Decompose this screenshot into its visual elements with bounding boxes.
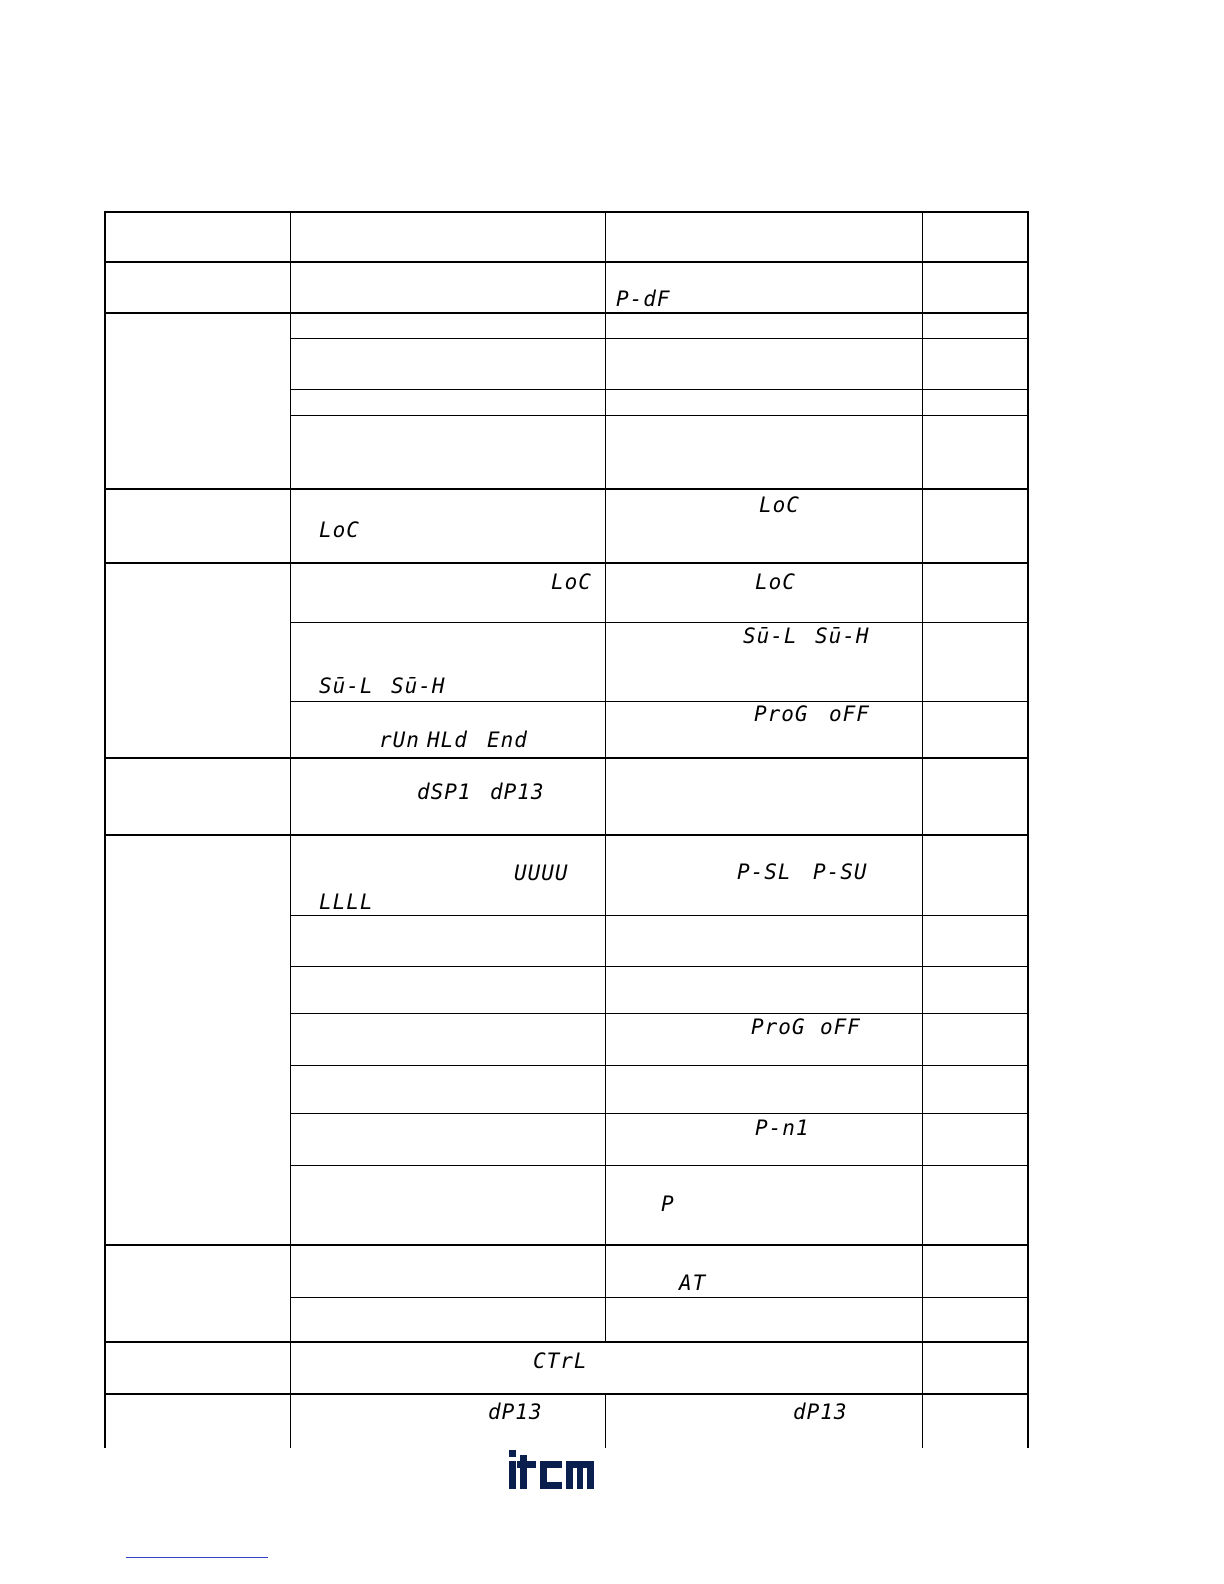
row-border <box>290 915 1029 916</box>
display-code-prog: ProG <box>751 1015 806 1039</box>
display-code-off: oFF <box>820 1015 861 1039</box>
display-code-loc: LoC <box>759 493 800 517</box>
column-border <box>1027 211 1029 1448</box>
column-border <box>605 211 606 1342</box>
display-code-llll: LLLL <box>319 890 374 914</box>
row-border <box>290 1065 1029 1066</box>
display-code-end: End <box>487 728 528 752</box>
display-code-run: rUn <box>379 728 420 752</box>
row-border <box>104 1341 1029 1343</box>
display-code-uuuu: UUUU <box>514 861 569 885</box>
row-border <box>104 834 1029 836</box>
column-border <box>104 211 106 1448</box>
row-border <box>290 622 1029 623</box>
display-code-at: AT <box>679 1271 707 1295</box>
row-border <box>290 1165 1029 1166</box>
itm-logo <box>506 1448 598 1492</box>
row-border <box>104 757 1029 759</box>
row-border <box>290 701 1029 702</box>
display-code-dp13: dP13 <box>488 1400 543 1424</box>
row-border <box>290 1013 1029 1014</box>
footer-link-underline[interactable] <box>126 1557 268 1558</box>
display-code-loc: LoC <box>755 570 796 594</box>
row-border <box>290 966 1029 967</box>
display-code-dp13: dP13 <box>490 780 545 804</box>
display-code-p: P <box>661 1192 675 1216</box>
display-code-loc: LoC <box>319 518 360 542</box>
row-border <box>290 389 1029 390</box>
display-code-sv-high: Sū-H <box>391 674 446 698</box>
display-code-dp13: dP13 <box>793 1400 848 1424</box>
display-code-hold: HLd <box>427 728 468 752</box>
display-code-sv-low: Sū-L <box>319 674 374 698</box>
row-border <box>104 1393 1029 1395</box>
display-code-prog: ProG <box>754 702 809 726</box>
column-border <box>922 211 923 1448</box>
display-code-off: oFF <box>829 702 870 726</box>
display-code-dsp1: dSP1 <box>417 780 472 804</box>
column-border <box>290 211 291 1448</box>
row-border <box>104 488 1029 490</box>
row-border <box>104 211 1029 213</box>
column-border <box>605 1393 606 1448</box>
row-border <box>290 1297 1029 1298</box>
display-code-sv-low: Sū-L <box>743 624 798 648</box>
display-code-p-df: P-dF <box>616 287 671 311</box>
row-border <box>104 312 1029 314</box>
row-border <box>290 1113 1029 1114</box>
row-border <box>104 1244 1029 1246</box>
display-code-p-n1: P-n1 <box>755 1116 810 1140</box>
row-border <box>290 415 1029 416</box>
display-code-sv-high: Sū-H <box>815 624 870 648</box>
row-border <box>104 562 1029 564</box>
row-border <box>104 261 1029 263</box>
display-code-ctrl: CTrL <box>533 1349 588 1373</box>
display-code-p-su: P-SU <box>813 860 868 884</box>
display-code-loc: LoC <box>551 570 592 594</box>
row-border <box>290 338 1029 339</box>
display-code-p-sl: P-SL <box>737 860 792 884</box>
